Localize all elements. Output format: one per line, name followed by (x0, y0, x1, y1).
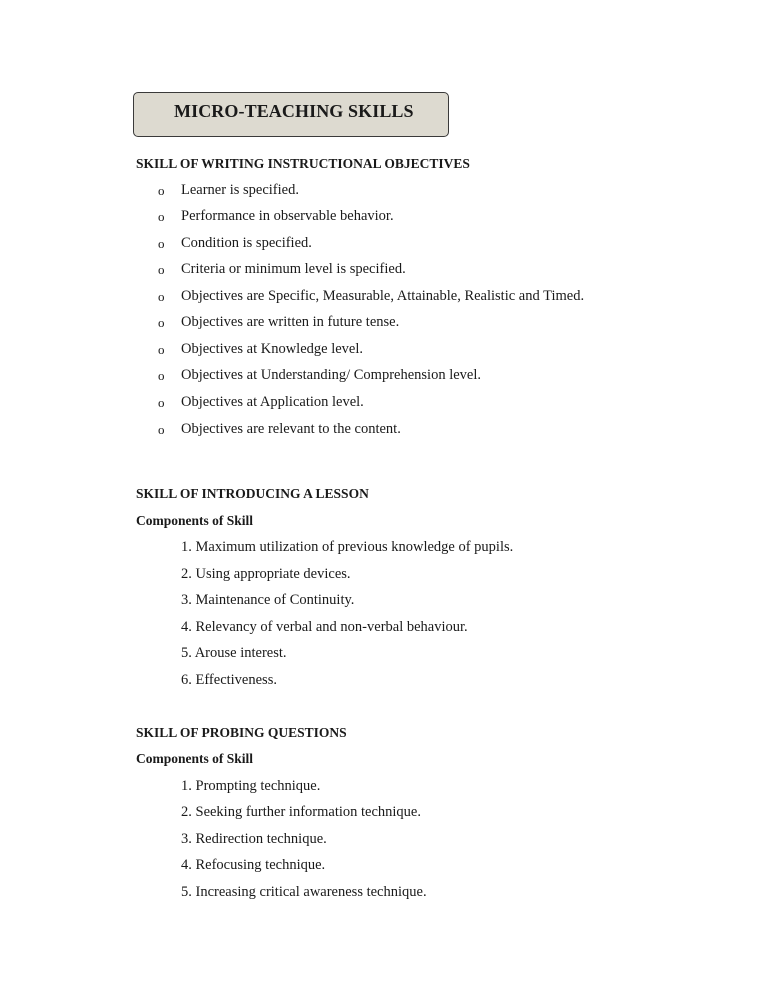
list-item: 1. Maximum utilization of previous knowledge of pupils. (181, 539, 514, 555)
list-item: 4. Relevancy of verbal and non-verbal behaviour. (181, 619, 468, 635)
bullet-marker: o (158, 342, 165, 357)
list-item: 5. Increasing critical awareness technique. (181, 884, 427, 900)
list-item: Criteria or minimum level is specified. (181, 261, 406, 277)
section-subheading-components: Components of Skill (136, 513, 254, 528)
bullet-marker: o (158, 209, 165, 224)
list-item: Objectives are relevant to the content. (181, 421, 401, 437)
section-heading-probing: SKILL OF PROBING QUESTIONS (136, 725, 347, 740)
list-item: 6. Effectiveness. (181, 672, 277, 688)
list-item: 3. Redirection technique. (181, 831, 327, 847)
page-title: MICRO-TEACHING SKILLS (174, 101, 414, 121)
list-item: Condition is specified. (181, 235, 312, 251)
list-item: 1. Prompting technique. (181, 778, 321, 794)
bullet-marker: o (158, 422, 165, 437)
list-item: 2. Using appropriate devices. (181, 566, 351, 582)
list-item: 4. Refocusing technique. (181, 857, 326, 873)
title-box (133, 92, 449, 137)
section-heading-introducing: SKILL OF INTRODUCING A LESSON (136, 486, 369, 501)
section-subheading-components: Components of Skill (136, 751, 254, 766)
section-heading-objectives: SKILL OF WRITING INSTRUCTIONAL OBJECTIVES (136, 156, 470, 171)
bullet-marker: o (158, 315, 165, 330)
list-item: Objectives are Specific, Measurable, Attainable, Realistic and Timed. (181, 288, 585, 304)
bullet-marker: o (158, 262, 165, 277)
list-item: Objectives are written in future tense. (181, 314, 400, 330)
bullet-marker: o (158, 183, 165, 198)
list-item: Performance in observable behavior. (181, 208, 394, 224)
list-item: 5. Arouse interest. (181, 645, 287, 661)
list-item: Objectives at Knowledge level. (181, 341, 363, 357)
bullet-marker: o (158, 236, 165, 251)
list-item: 3. Maintenance of Continuity. (181, 592, 355, 608)
list-item: Learner is specified. (181, 182, 299, 198)
bullet-marker: o (158, 395, 165, 410)
list-item: 2. Seeking further information technique. (181, 804, 421, 820)
list-item: Objectives at Application level. (181, 394, 364, 410)
list-item: Objectives at Understanding/ Comprehension level. (181, 367, 481, 383)
bullet-marker: o (158, 289, 165, 304)
bullet-marker: o (158, 368, 165, 383)
